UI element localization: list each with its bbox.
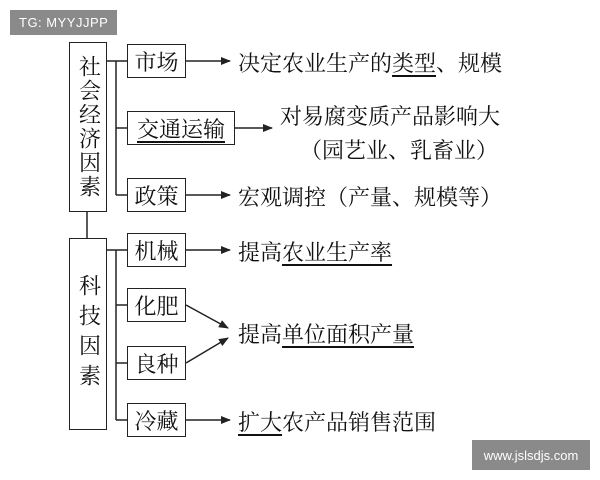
factor-fertilizer: 化肥	[127, 288, 186, 322]
effect-machinery	[238, 236, 392, 267]
category-technology: 科技因素	[69, 238, 107, 430]
effect-cold-storage	[238, 406, 436, 437]
factor-seed: 良种	[127, 346, 186, 380]
effect-market-pre: 决定农业生产的	[238, 52, 393, 77]
factor-policy: 政策	[127, 178, 186, 212]
arrow-fertilizer	[186, 305, 228, 328]
effect-transport-line2: （园艺业、乳畜业）	[300, 139, 499, 164]
arrow-seed	[186, 338, 228, 363]
watermark-bottom-right: www.jslsdjs.com	[472, 440, 590, 470]
factor-market: 市场	[127, 44, 186, 78]
effect-machinery-underlined: 农业生产率	[282, 241, 393, 266]
effect-market-underlined: 类型	[392, 52, 437, 77]
category-social-economic: 社会经济因素	[69, 42, 107, 212]
effect-fertilizer-seed-underlined: 单位面积产量	[282, 323, 415, 348]
effect-transport-line1: 对易腐变质产品影响大	[280, 105, 501, 130]
effect-market-post: 、规模	[436, 52, 503, 77]
effect-market	[238, 47, 502, 78]
effect-machinery-pre: 提高	[238, 241, 283, 266]
effect-cold-storage-underlined: 扩大	[238, 411, 283, 436]
factor-machinery: 机械	[127, 233, 186, 267]
effect-fertilizer-seed-pre: 提高	[238, 323, 283, 348]
factor-transport: 交通运输	[127, 111, 235, 145]
effect-fertilizer-seed	[238, 318, 414, 349]
effect-cold-storage-post: 农产品销售范围	[282, 411, 437, 436]
watermark-top-left: TG: MYYJJPP	[10, 10, 117, 35]
effect-policy: 宏观调控（产量、规模等）	[238, 186, 503, 211]
factor-cold-storage: 冷藏	[127, 403, 186, 437]
